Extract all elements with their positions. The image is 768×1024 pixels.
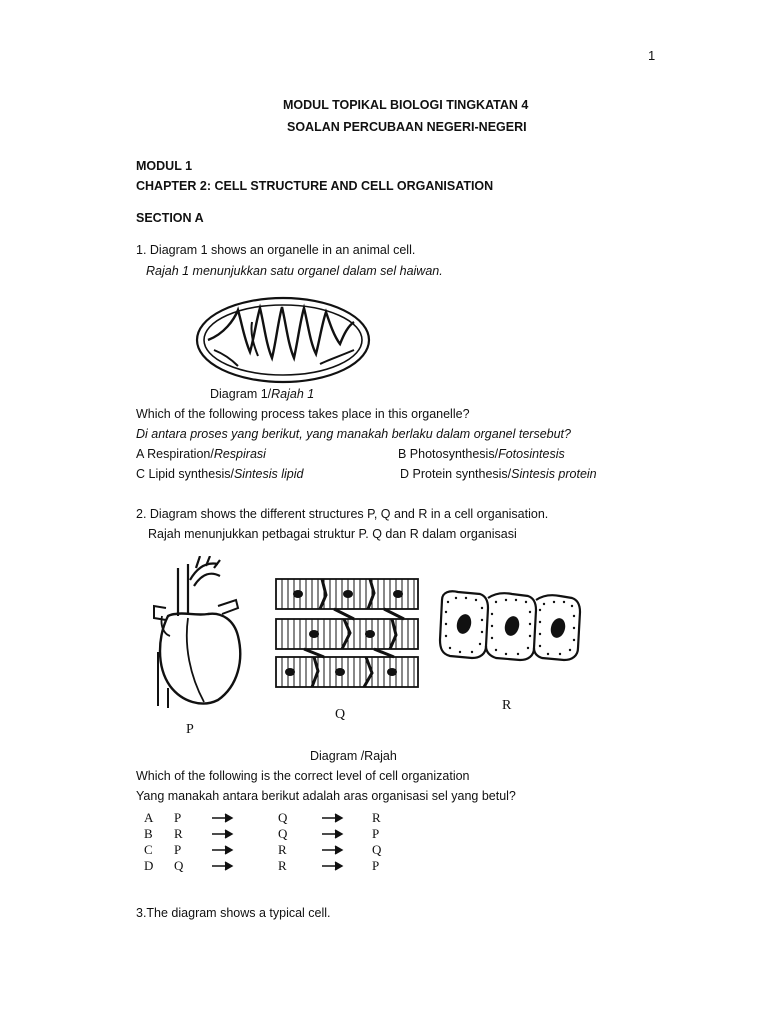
- arrow-icon: [212, 861, 234, 871]
- q1-option-c: C Lipid synthesis/Sintesis lipid: [136, 467, 304, 481]
- arrow-icon: [212, 845, 234, 855]
- label-q: Q: [335, 707, 346, 722]
- arrow-icon: [322, 861, 344, 871]
- q2-stem-ms: Rajah menunjukkan petbagai struktur P. Q dan R dalam organisasi: [148, 527, 517, 541]
- cardiac-tissue-diagram: [274, 575, 422, 691]
- arrow-icon: [322, 845, 344, 855]
- q1-stem-en: 1. Diagram 1 shows an organelle in an animal cell.: [136, 243, 416, 257]
- arrow-icon: [212, 813, 234, 823]
- mitochondrion-diagram: [194, 294, 372, 386]
- chapter-title: CHAPTER 2: CELL STRUCTURE AND CELL ORGANISATION: [136, 179, 494, 193]
- arrow-icon: [322, 813, 344, 823]
- q1-option-d: D Protein synthesis/Sintesis protein: [400, 467, 597, 481]
- page-number: 1: [648, 48, 656, 63]
- label-r: R: [502, 698, 512, 713]
- q1-option-b: B Photosynthesis/Fotosintesis: [398, 447, 565, 461]
- q1-option-a: A Respiration/Respirasi: [136, 447, 266, 461]
- header-line-2: SOALAN PERCUBAAN NEGERI-NEGERI: [287, 120, 527, 134]
- module-label: MODUL 1: [136, 159, 193, 173]
- q2-question-ms: Yang manakah antara berikut adalah aras organisasi sel yang betul?: [136, 789, 516, 803]
- q1-caption: [210, 387, 314, 401]
- epithelial-cells-diagram: [436, 588, 582, 662]
- header-line-1: MODUL TOPIKAL BIOLOGI TINGKATAN 4: [283, 98, 529, 112]
- arrow-icon: [212, 829, 234, 839]
- q1-caption-en: Diagram 1/: [210, 387, 272, 401]
- heart-diagram: [148, 556, 248, 710]
- q2-question-en: Which of the following is the correct level of cell organization: [136, 769, 470, 783]
- q2-stem-en: 2. Diagram shows the different structures P, Q and R in a cell organisation.: [136, 507, 549, 521]
- q1-caption-ms: Rajah 1: [271, 387, 315, 401]
- q1-stem-ms: Rajah 1 menunjukkan satu organel dalam sel haiwan.: [146, 264, 443, 278]
- q1-question-en: Which of the following process takes place in this organelle?: [136, 407, 470, 421]
- q2-caption: Diagram /Rajah: [310, 749, 397, 763]
- q3-stem: 3.The diagram shows a typical cell.: [136, 906, 331, 920]
- section-title: SECTION A: [136, 211, 204, 225]
- arrow-icon: [322, 829, 344, 839]
- q1-question-ms: Di antara proses yang berikut, yang manakah berlaku dalam organel tersebut?: [136, 427, 571, 441]
- label-p: P: [186, 722, 194, 737]
